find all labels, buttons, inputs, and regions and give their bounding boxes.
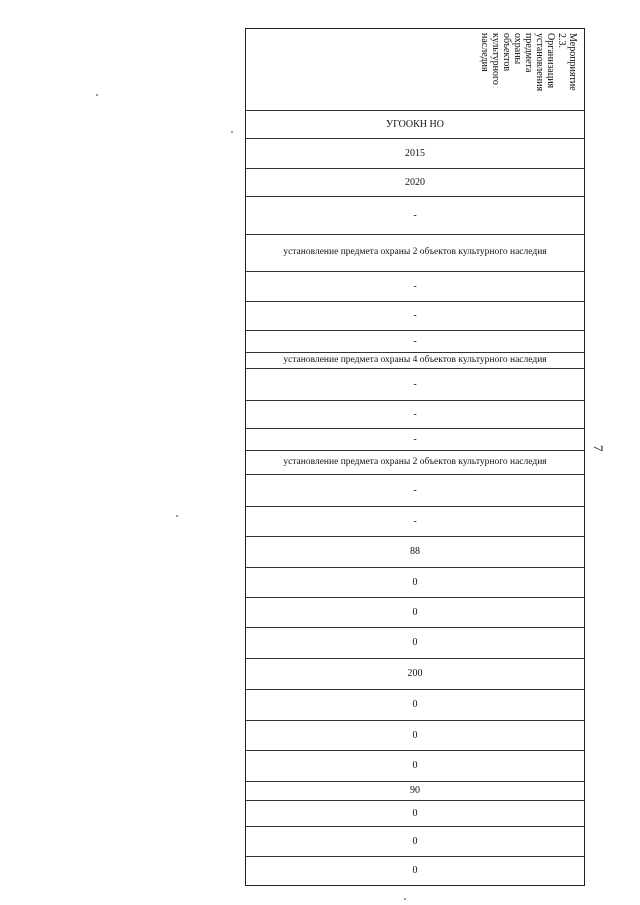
table-row <box>246 801 584 827</box>
table-row <box>246 401 584 429</box>
table-row <box>246 451 584 475</box>
cell-text: - <box>413 378 417 390</box>
cell-text: 88 <box>410 546 420 557</box>
cell-text: установление предмета охраны 2 объектов культурного наследия <box>283 247 547 258</box>
cell-text: - <box>413 484 417 496</box>
table-row <box>246 429 584 451</box>
header-line: установления <box>534 33 545 92</box>
cell-text: - <box>413 408 417 420</box>
header-line: объектов <box>501 33 512 72</box>
scan-speck <box>231 131 233 133</box>
cell-text: 200 <box>407 668 423 679</box>
cell-text: УГООКН НО <box>386 118 444 130</box>
scan-speck <box>96 94 98 96</box>
cell-text: 0 <box>412 835 418 847</box>
table-row <box>246 235 584 272</box>
table-row <box>246 169 584 197</box>
header-line: 2.3. <box>556 33 567 48</box>
table-row <box>246 537 584 568</box>
table-row <box>246 857 584 885</box>
cell-text: 0 <box>412 729 418 741</box>
table-row <box>246 690 584 721</box>
cell-text: установление предмета охраны 4 объектов культурного наследия <box>283 354 547 365</box>
header-line: Мероприятие <box>567 33 578 91</box>
table-row <box>246 272 584 302</box>
table-row <box>246 302 584 331</box>
table-row <box>246 331 584 353</box>
cell-text: 2015 <box>405 147 425 159</box>
cell-text: установление предмета охраны 2 объектов культурного наследия <box>283 456 547 467</box>
scan-speck <box>404 898 406 900</box>
cell-text: 0 <box>412 760 418 771</box>
table-row <box>246 782 584 801</box>
header-line: Организация <box>545 33 556 89</box>
measures-table <box>245 28 585 886</box>
scan-speck <box>176 515 178 517</box>
table-row <box>246 568 584 598</box>
header-line: предмета <box>523 33 534 73</box>
header-line: наследия <box>479 33 490 72</box>
table-row <box>246 507 584 537</box>
header-text <box>479 33 578 91</box>
page-number: 7 <box>591 445 606 452</box>
table-row <box>246 628 584 659</box>
cell-text: 0 <box>412 606 418 618</box>
cell-text: - <box>413 280 417 292</box>
cell-text: - <box>413 433 417 445</box>
cell-text: - <box>413 209 417 221</box>
table-row <box>246 197 584 235</box>
header-line: охраны <box>512 33 523 65</box>
table-row <box>246 827 584 857</box>
table-row <box>246 111 584 139</box>
cell-text: - <box>413 335 417 347</box>
cell-text: 0 <box>412 807 418 819</box>
table-row <box>246 475 584 507</box>
table-header-cell <box>246 29 584 111</box>
table-row <box>246 369 584 401</box>
cell-text: 0 <box>412 865 418 876</box>
table-row <box>246 659 584 690</box>
cell-text: 0 <box>412 576 418 588</box>
cell-text: 90 <box>410 785 420 796</box>
cell-text: 2020 <box>405 176 425 188</box>
cell-text: - <box>413 310 417 321</box>
table-row <box>246 751 584 782</box>
cell-text: 0 <box>412 637 418 648</box>
table-row <box>246 721 584 751</box>
header-line: культурного <box>490 33 501 85</box>
table-row <box>246 353 584 369</box>
table-row <box>246 139 584 169</box>
cell-text: 0 <box>412 699 418 710</box>
table-row <box>246 598 584 628</box>
cell-text: - <box>413 515 417 527</box>
